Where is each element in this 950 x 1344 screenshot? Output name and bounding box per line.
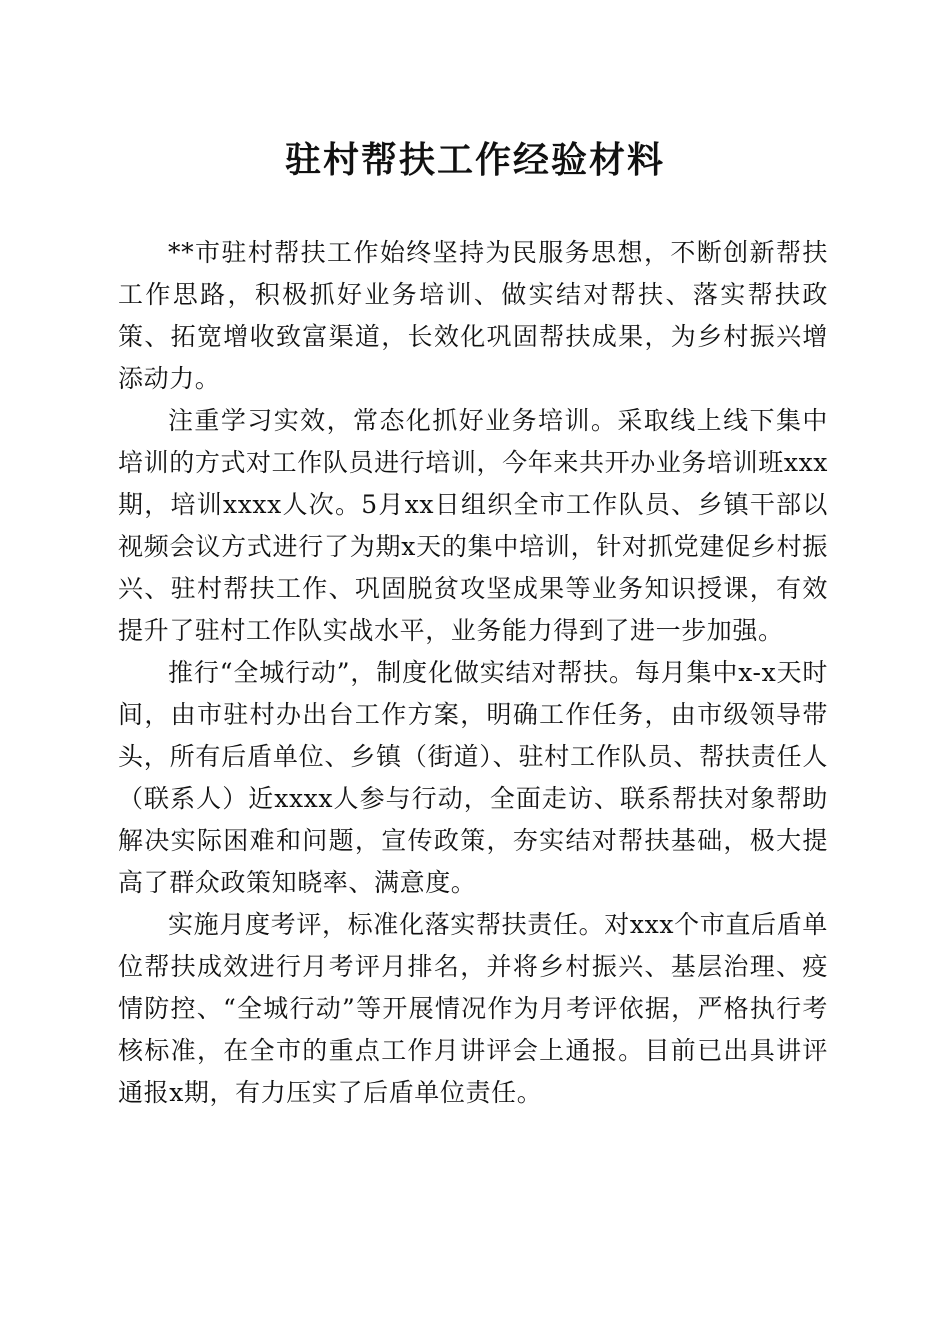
document-title: 驻村帮扶工作经验材料 [284, 139, 665, 181]
paragraph-training: 注重学习实效，常态化抓好业务培训。采取线上线下集中培训的方式对工作队员进行培训，今年来共开办业务培训班xxx期，培训xxxx人次。5月xx日组织全市工作队员、乡镇干部以视频会议方式进行了为期x天的集中培训，针对抓党建促乡村振兴、驻村帮扶工作、巩固脱贫攻坚成果等业务知识授课，有效提升了驻村工作队实战水平，业务能力得到了进一步加强。 [118, 406, 828, 645]
document-body [118, 232, 828, 1114]
paragraph-city-action: 推行“全城行动”，制度化做实结对帮扶。每月集中x-x天时间，由市驻村办出台工作方案，明确工作任务，由市级领导带头，所有后盾单位、乡镇（街道）、驻村工作队员、帮扶责任人（联系人）近xxxx人参与行动，全面走访、联系帮扶对象帮助解决实际困难和问题，宣传政策，夯实结对帮扶基础，极大提高了群众政策知晓率、满意度。 [118, 658, 828, 897]
paragraph-monthly-review: 实施月度考评，标准化落实帮扶责任。对xxx个市直后盾单位帮扶成效进行月考评月排名，并将乡村振兴、基层治理、疫情防控、“全城行动”等开展情况作为月考评依据，严格执行考核标准，在全市的重点工作月讲评会上通报。目前已出具讲评通报x期，有力压实了后盾单位责任。 [118, 910, 828, 1107]
paragraph-intro: **市驻村帮扶工作始终坚持为民服务思想，不断创新帮扶工作思路，积极抓好业务培训、做实结对帮扶、落实帮扶政策、拓宽增收致富渠道，长效化巩固帮扶成果，为乡村振兴增添动力。 [118, 238, 828, 393]
